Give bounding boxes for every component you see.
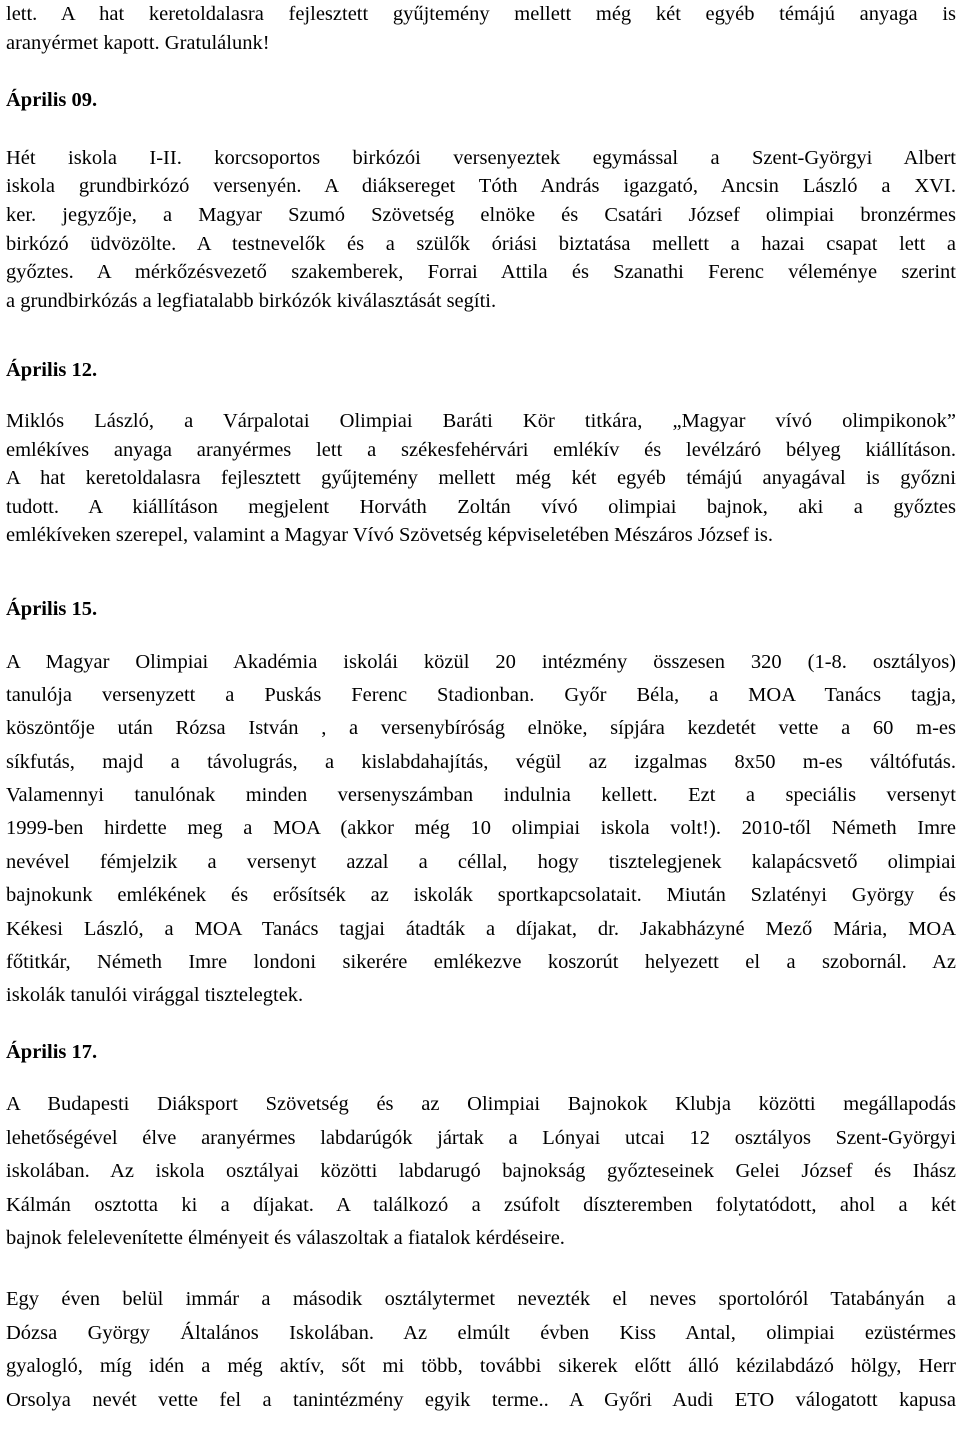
text-line: emlékíves anyaga aranyérmes lett a székesfehérvári emlékív és levélzáró bélyeg kiállításon. xyxy=(6,438,956,461)
text-line: Egy éven belül immár a második osztálytermet nevezték el neves sportolóról Tatabányán a xyxy=(6,1288,956,1311)
text-line: Miklós László, a Várpalotai Olimpiai Baráti Kör titkára, „Magyar vívó olimpikonok” xyxy=(6,409,956,432)
paragraph xyxy=(6,407,956,550)
text-line: Hét iskola I-II. korcsoportos birkózói versenyeztek egymással a Szent-Györgyi Albert xyxy=(6,146,956,169)
section-heading: Április 12. xyxy=(6,359,98,382)
paragraph xyxy=(6,1088,956,1255)
text-line: győztes. A mérkőzésvezető szakemberek, Forrai Attila és Szanathi Ferenc véleménye szerint xyxy=(6,261,956,284)
text-line: bajnok felelevenítette élményeit és válaszoltak a fiatalok kérdéseire. xyxy=(6,1226,565,1249)
text-line: tudott. A kiállításon megjelent Horváth Zoltán vívó olimpiai bajnok, aki a győztes xyxy=(6,495,956,518)
section-april-15 xyxy=(6,595,956,1013)
section-april-17 xyxy=(6,1038,956,1417)
text-line: Orsolya nevét vette fel a tanintézmény egyik terme.. A Győri Audi ETO válogatott kapusa xyxy=(6,1388,956,1411)
text-line: birkózó üdvözölte. A testnevelők és a szülők óriási biztatása mellett a hazai csapat lett a xyxy=(6,232,956,255)
section-april-12 xyxy=(6,356,956,550)
document-page xyxy=(6,0,956,1417)
text-line: bajnokunk emlékének és erősítsék az iskolák sportkapcsolatait. Miután Szlatényi György és xyxy=(6,884,956,907)
paragraph xyxy=(6,1283,956,1417)
section-heading: Április 17. xyxy=(6,1040,98,1063)
paragraph xyxy=(6,646,956,1013)
text-line: emlékíveken szerepel, valamint a Magyar Vívó Szövetség képviseletében Mészáros József is. xyxy=(6,524,773,547)
text-line: iskola grundbirkózó versenyén. A diáksereget Tóth András igazgató, Ancsin László a XVI. xyxy=(6,175,956,198)
section-april-09 xyxy=(6,86,956,315)
section-heading: Április 15. xyxy=(6,597,98,620)
intro-paragraph xyxy=(6,0,956,57)
text-line: iskolában. Az iskola osztályai közötti labdarugó bajnokság győzteseinek Gelei József és Ihász xyxy=(6,1160,956,1183)
text-line: gyalogló, míg idén a még aktív, sőt mi több, további sikerek előtt álló kézilabdázó hölgy, Herr xyxy=(6,1355,956,1378)
text-line: aranyérmet kapott. Gratulálunk! xyxy=(6,31,270,54)
text-line: Kálmán osztotta ki a díjakat. A találkozó a zsúfolt díszteremben folytatódott, ahol a két xyxy=(6,1193,956,1216)
text-line: lehetőségével élve aranyérmes labdarúgók jártak a Lónyai utcai 12 osztályos Szent-Györgyi xyxy=(6,1126,956,1149)
text-line: lett. A hat keretoldalasra fejlesztett gyűjtemény mellett még két egyéb témájú anyaga is xyxy=(6,3,956,25)
text-line: A Budapesti Diáksport Szövetség és az Olimpiai Bajnokok Klubja közötti megállapodás xyxy=(6,1093,956,1116)
text-line: köszöntője után Rózsa István , a versenybíróság elnöke, sípjára kezdetét vette a 60 m-es xyxy=(6,717,956,740)
text-line: Kékesi László, a MOA Tanács tagjai átadták a díjakat, dr. Jakabházyné Mező Mária, MOA xyxy=(6,917,956,940)
text-line: tanulója versenyzett a Puskás Ferenc Stadionban. Győr Béla, a MOA Tanács tagja, xyxy=(6,683,956,706)
text-line: főtitkár, Németh Imre londoni sikerére emlékezve koszorút helyezett el a szobornál. Az xyxy=(6,951,956,974)
section-heading: Április 09. xyxy=(6,89,98,112)
text-line: a grundbirkózás a legfiatalabb birkózók kiválasztását segíti. xyxy=(6,289,497,312)
paragraph xyxy=(6,144,956,316)
text-line: ker. jegyzője, a Magyar Szumó Szövetség elnöke és Csatári József olimpiai bronzérmes xyxy=(6,203,956,226)
text-line: A Magyar Olimpiai Akadémia iskolái közül 20 intézmény összesen 320 (1-8. osztályos) xyxy=(6,650,956,673)
text-line: A hat keretoldalasra fejlesztett gyűjtemény mellett még két egyéb témájú anyagával is győzni xyxy=(6,467,956,490)
text-line: iskolák tanulói virággal tisztelegtek. xyxy=(6,984,304,1007)
text-line: nevével fémjelzik a versenyt azzal a céllal, hogy tisztelegjenek kalapácsvető olimpiai xyxy=(6,850,956,873)
text-line: Dózsa György Általános Iskolában. Az elmúlt évben Kiss Antal, olimpiai ezüstérmes xyxy=(6,1321,956,1344)
text-line: Valamennyi tanulónak minden versenyszámban indulnia kellett. Ezt a speciális versenyt xyxy=(6,784,956,807)
text-line: síkfutás, majd a távolugrás, a kislabdahajítás, végül az izgalmas 8x50 m-es váltófutás. xyxy=(6,750,956,773)
text-line: 1999-ben hirdette meg a MOA (akkor még 10 olimpiai iskola volt!). 2010-től Németh Imre xyxy=(6,817,956,840)
